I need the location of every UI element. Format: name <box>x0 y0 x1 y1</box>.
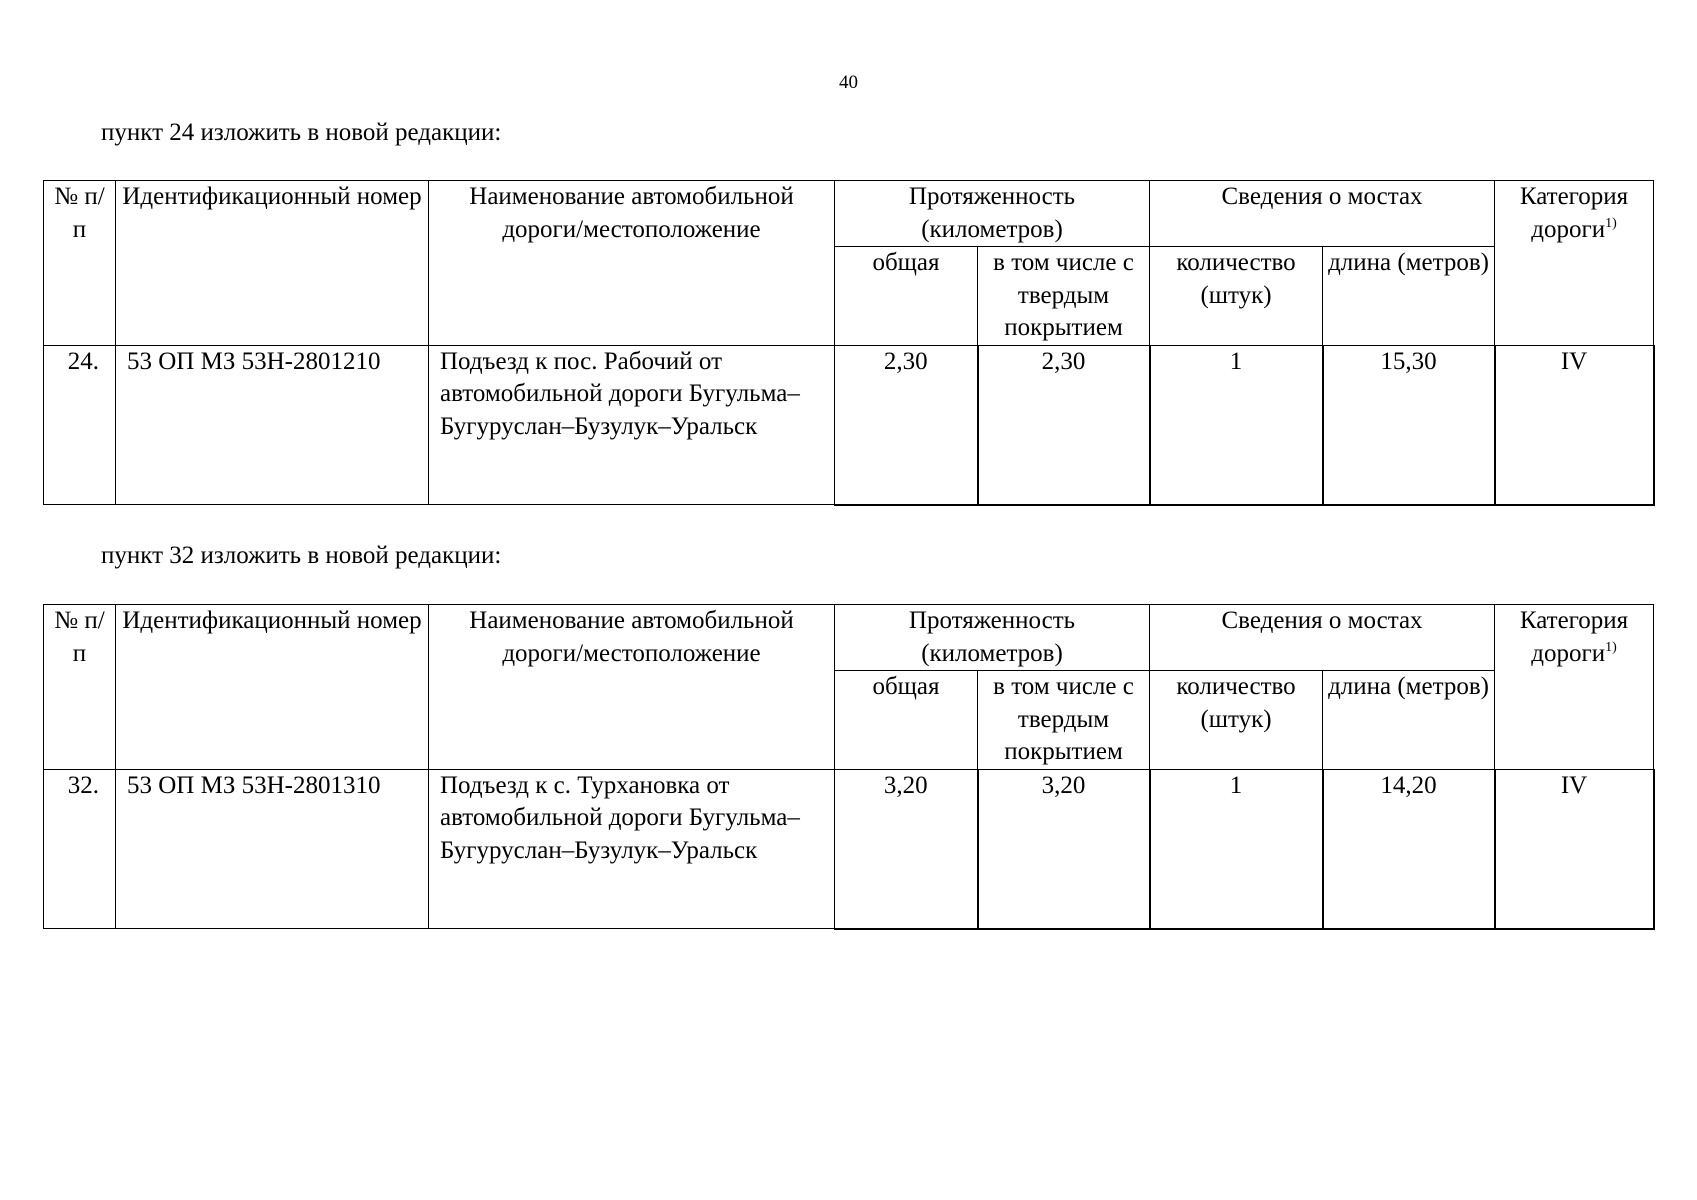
cell-bridges-length: 15,30 <box>1323 345 1495 505</box>
col-header-category-label: Категория дороги <box>1519 607 1629 667</box>
col-header-bridges-length: длина (метров) <box>1323 671 1495 770</box>
cell-category: IV <box>1495 769 1654 929</box>
col-header-bridges-group: Сведения о мостах <box>1150 605 1495 671</box>
col-header-category <box>1495 181 1654 346</box>
cell-id: 53 ОП МЗ 53Н-2801210 <box>116 345 429 505</box>
col-header-bridges-count: количество (штук) <box>1150 671 1323 770</box>
cell-bridges-length: 14,20 <box>1323 769 1495 929</box>
col-header-length-total: общая <box>835 671 978 770</box>
cell-bridges-count: 1 <box>1150 769 1323 929</box>
col-header-category-label: Категория дороги <box>1519 183 1629 243</box>
table-header-row <box>44 605 1654 671</box>
col-header-name: Наименование автомобильной дороги/местоположение <box>429 605 835 770</box>
cell-length-hard: 2,30 <box>978 345 1150 505</box>
col-header-length-group: Протяженность (километров) <box>835 605 1150 671</box>
cell-num: 24. <box>44 345 116 505</box>
table-header-row <box>44 181 1654 247</box>
footnote-marker: 1) <box>1605 639 1617 655</box>
cell-length-total: 2,30 <box>835 345 978 505</box>
table-row <box>44 769 1654 929</box>
instruction-text: пункт 32 изложить в новой редакции: <box>101 542 502 569</box>
road-table <box>43 604 1655 930</box>
col-header-length-group: Протяженность (километров) <box>835 181 1150 247</box>
col-header-category <box>1495 605 1654 770</box>
col-header-id: Идентификационный номер <box>116 181 429 346</box>
instruction-text: пункт 24 изложить в новой редакции: <box>101 119 502 146</box>
cell-category: IV <box>1495 345 1654 505</box>
cell-bridges-count: 1 <box>1150 345 1323 505</box>
cell-length-hard: 3,20 <box>978 769 1150 929</box>
cell-name: Подъезд к пос. Рабочий от автомобильной дороги Бугульма–Бугуруслан–Бузулук–Уральск <box>429 345 835 505</box>
page-number: 40 <box>839 72 858 93</box>
cell-name: Подъезд к с. Турхановка от автомобильной дороги Бугульма–Бугуруслан–Бузулук–Уральск <box>429 769 835 929</box>
footnote-marker: 1) <box>1605 215 1617 231</box>
cell-length-total: 3,20 <box>835 769 978 929</box>
col-header-length-hard: в том числе с твердым покрытием <box>978 671 1150 770</box>
col-header-bridges-count: количество (штук) <box>1150 247 1323 346</box>
col-header-num: № п/п <box>44 181 116 346</box>
cell-id: 53 ОП МЗ 53Н-2801310 <box>116 769 429 929</box>
col-header-name: Наименование автомобильной дороги/местоположение <box>429 181 835 346</box>
road-table <box>43 180 1655 506</box>
col-header-length-total: общая <box>835 247 978 346</box>
col-header-length-hard: в том числе с твердым покрытием <box>978 247 1150 346</box>
col-header-id: Идентификационный номер <box>116 605 429 770</box>
col-header-bridges-length: длина (метров) <box>1323 247 1495 346</box>
col-header-bridges-group: Сведения о мостах <box>1150 181 1495 247</box>
cell-num: 32. <box>44 769 116 929</box>
table-row <box>44 345 1654 505</box>
col-header-num: № п/п <box>44 605 116 770</box>
